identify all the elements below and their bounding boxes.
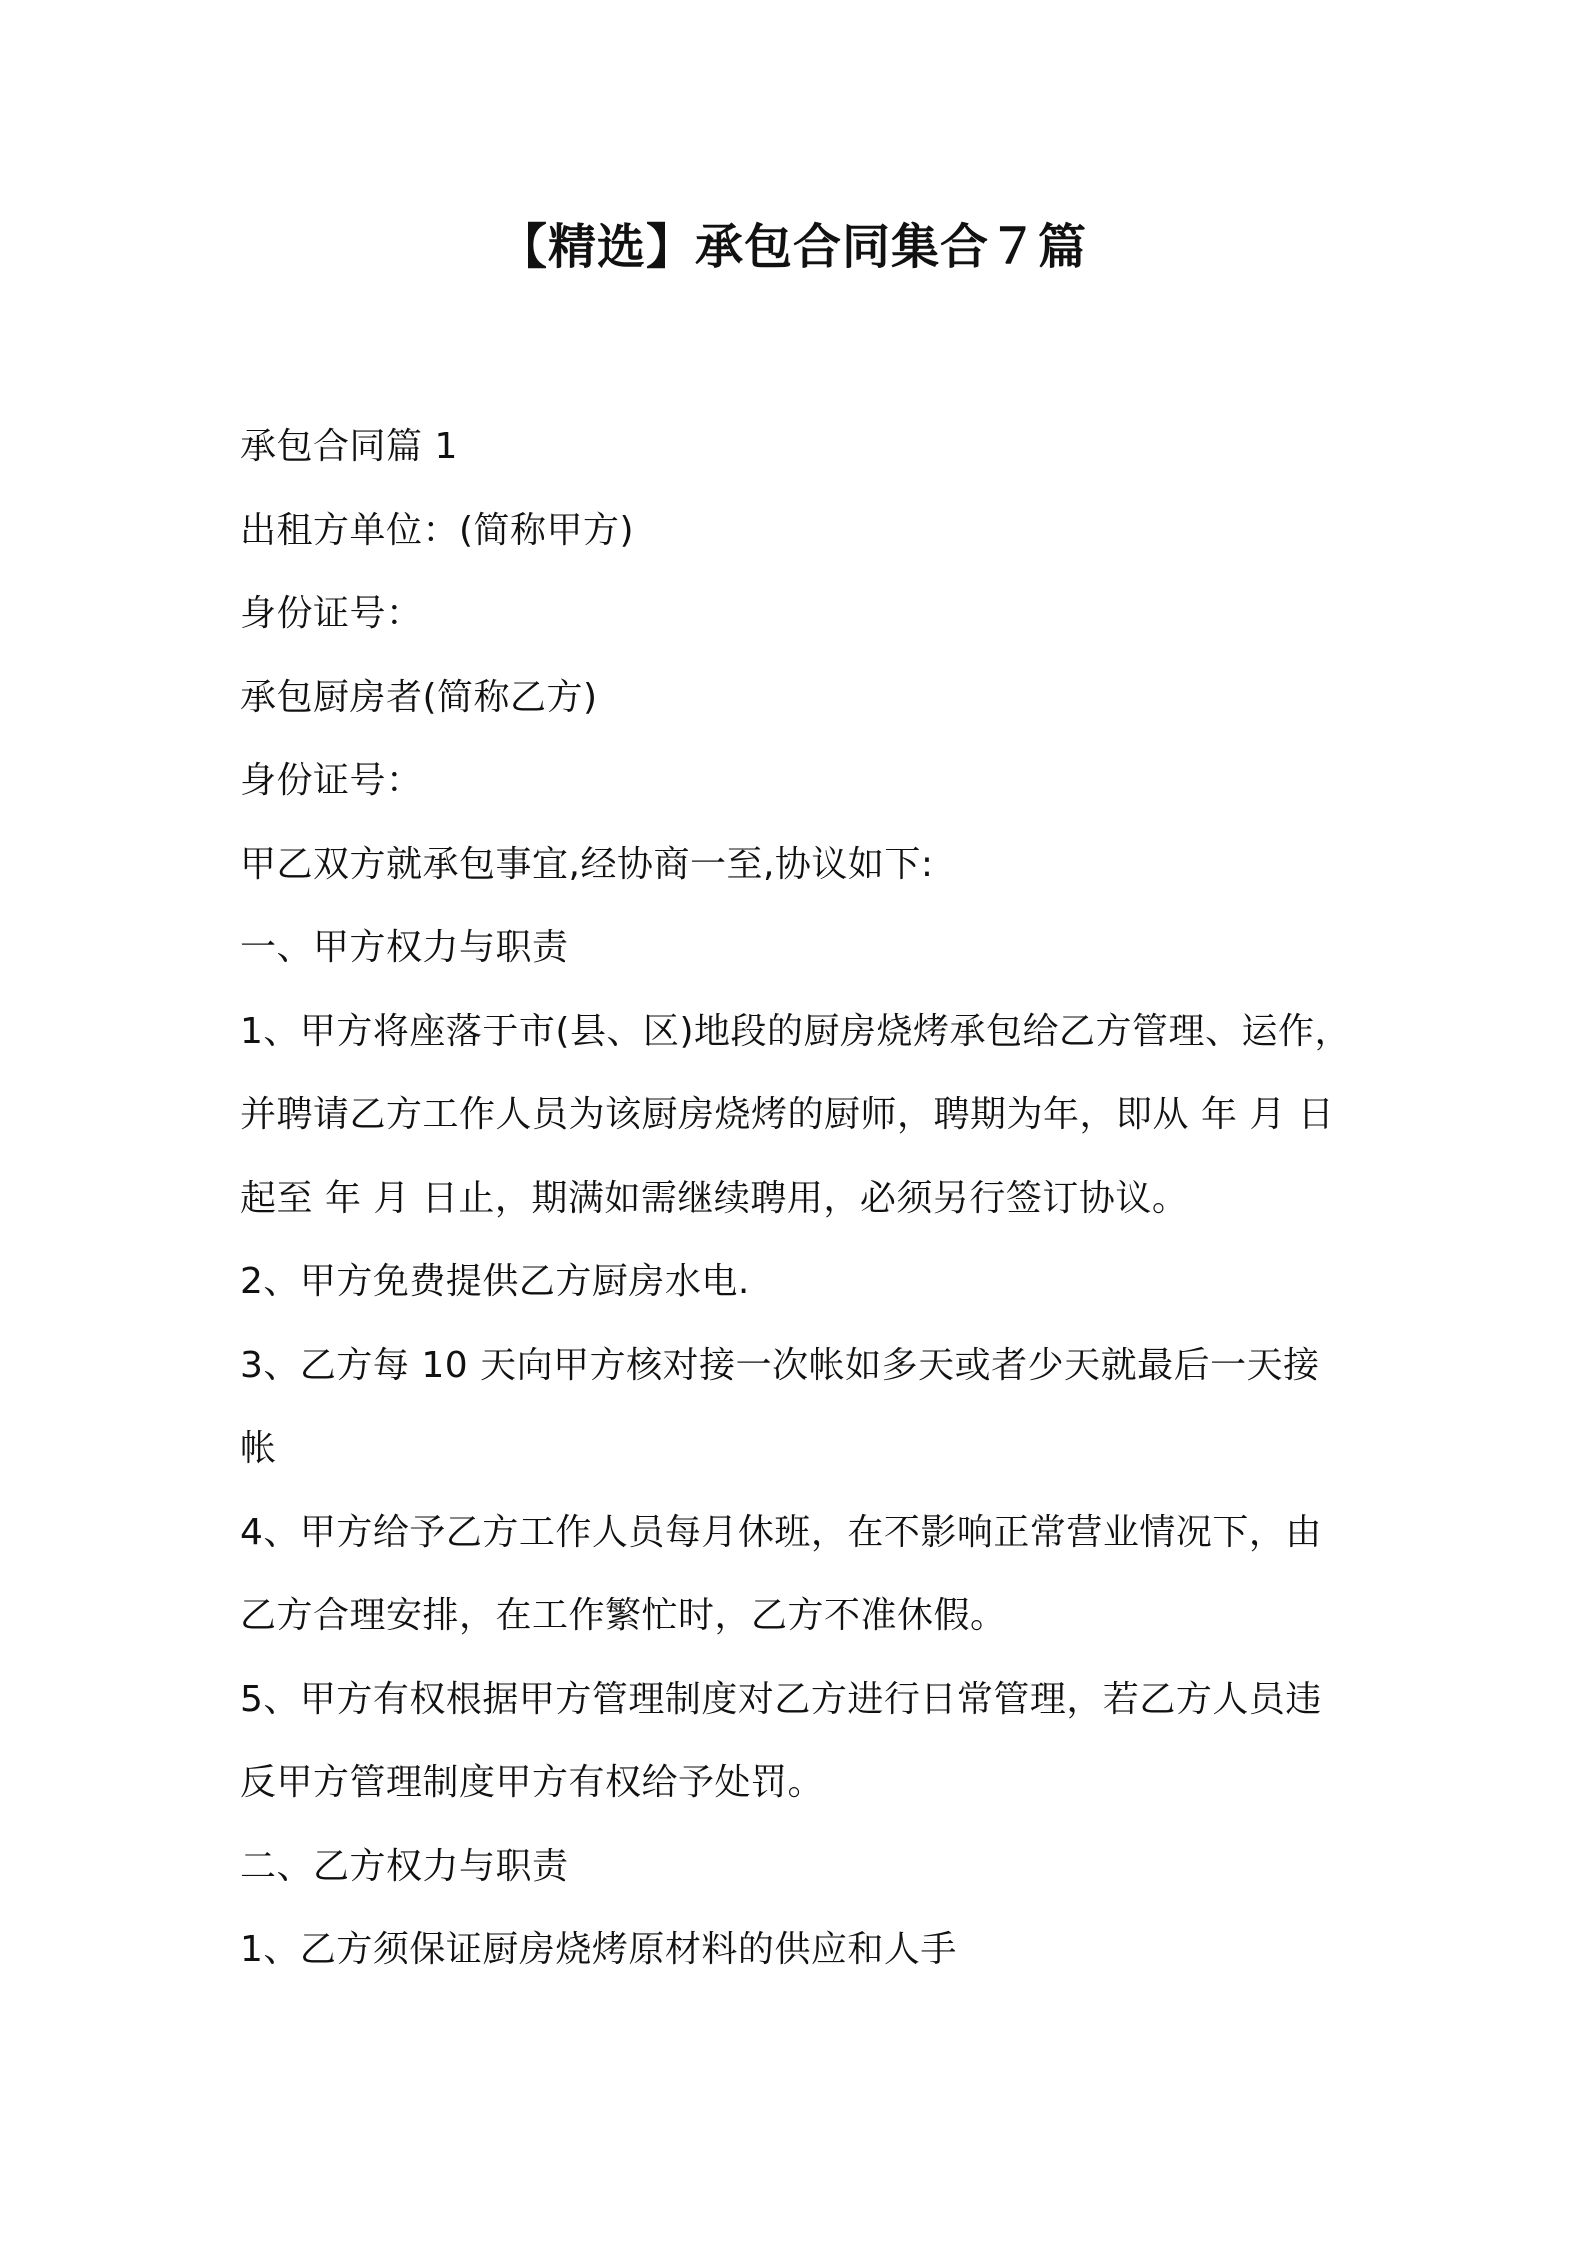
clause-line: 并聘请乙方工作人员为该厨房烧烤的厨师，聘期为年，即从 年 月 日: [240, 1094, 1335, 1135]
clause-line: 起至 年 月 日止，期满如需继续聘用，必须另行签订协议。: [240, 1177, 1189, 1219]
lessor-field: 出租方单位：(简称甲方): [240, 509, 635, 551]
clause-line: 帐: [240, 1428, 277, 1469]
id-number-field: 身份证号：: [240, 760, 423, 801]
clause-line: 2、甲方免费提供乙方厨房水电.: [240, 1261, 750, 1302]
document-body: [240, 405, 1360, 1992]
clause-line: 3、乙方每 10 天向甲方核对接一次帐如多天或者少天就最后一天接: [240, 1344, 1320, 1386]
id-number-field: 身份证号：: [240, 593, 423, 634]
clause-line: 反甲方管理制度甲方有权给予处罚。: [240, 1762, 825, 1803]
clause-line: 1、乙方须保证厨房烧烤原材料的供应和人手: [240, 1929, 957, 1970]
clause-heading: 一、甲方权力与职责: [240, 927, 569, 968]
section-heading: 承包合同篇 1: [240, 426, 458, 467]
clause-heading: 二、乙方权力与职责: [240, 1845, 569, 1887]
clause-line: 1、甲方将座落于市(县、区)地段的厨房烧烤承包给乙方管理、运作，: [240, 1010, 1351, 1052]
clause-line: 5、甲方有权根据甲方管理制度对乙方进行日常管理，若乙方人员违: [240, 1678, 1322, 1720]
agreement-intro: 甲乙双方就承包事宜,经协商一至,协议如下:: [240, 843, 934, 885]
contractor-field: 承包厨房者(简称乙方): [240, 676, 598, 718]
clause-line: 乙方合理安排，在工作繁忙时，乙方不准休假。: [240, 1595, 1007, 1636]
clause-line: 4、甲方给予乙方工作人员每月休班，在不影响正常营业情况下，由: [240, 1511, 1322, 1553]
document-title: 【精选】承包合同集合７篇: [498, 219, 1087, 275]
